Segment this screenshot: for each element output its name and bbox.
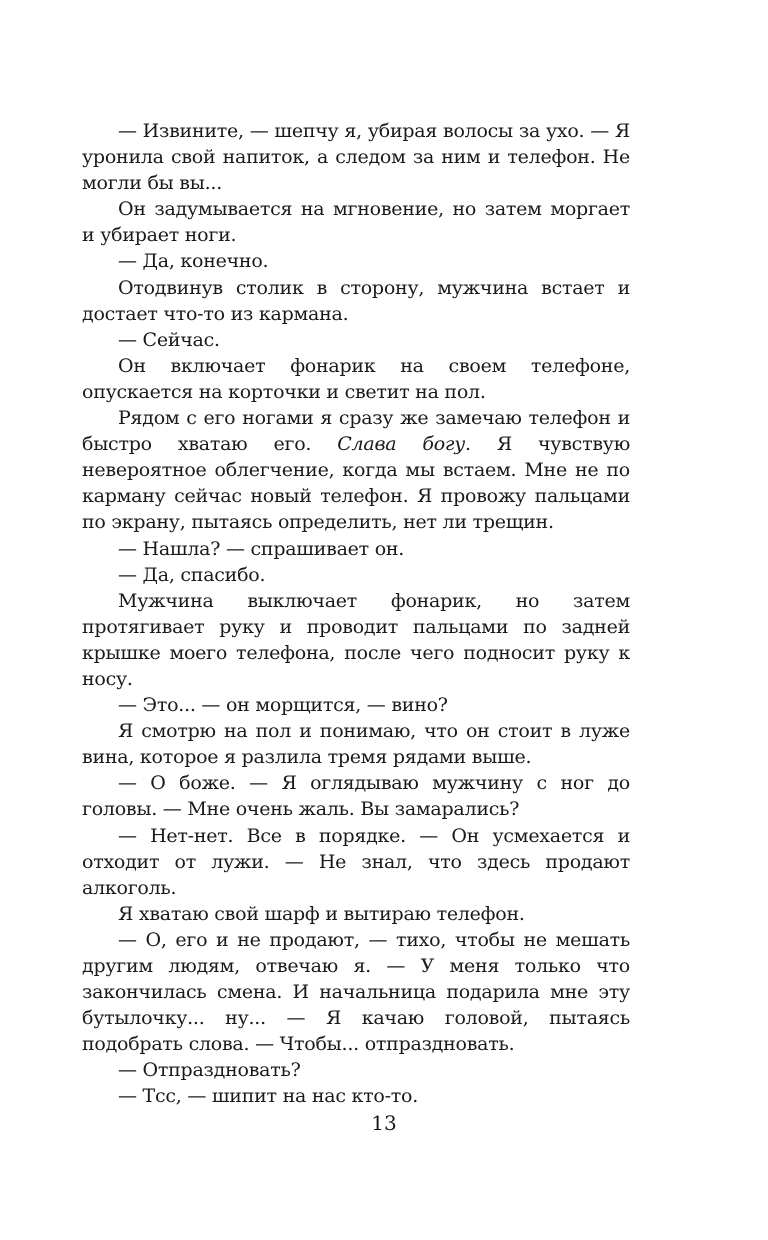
paragraph-3: — Да, конечно. <box>118 250 269 273</box>
page-number: 13 <box>371 1111 397 1135</box>
italic-phrase: Слава богу. <box>337 433 471 456</box>
paragraph-5: — Сейчас. <box>118 328 220 351</box>
paragraph-18: — Тсс, — шипит на нас кто-то. <box>118 1085 419 1108</box>
paragraph-2: Он задумывается на мгновение, но затем моргает и убирает ноги. <box>82 198 630 247</box>
paragraph-12: Я смотрю на пол и понимаю, что он стоит в луже вина, которое я разлила тремя рядами выше. <box>82 720 630 769</box>
paragraph-8: — Нашла? — спрашивает он. <box>118 537 405 560</box>
paragraph-4: Отодвинув столик в сторону, мужчина встает и достает что-то из кармана. <box>82 276 630 325</box>
paragraph-10: Мужчина выключает фонарик, но затем протягивает руку и проводит пальцами по задней крышке моего телефона, после чего подносит руку к носу. <box>82 589 630 690</box>
paragraph-7 <box>82 405 630 535</box>
page-text <box>82 118 630 1110</box>
paragraph-9: — Да, спасибо. <box>118 563 266 586</box>
paragraph-1: — Извините, — шепчу я, убирая волосы за ухо. — Я уронила свой напиток, а следом за ним и телефон. Не могли бы вы... <box>82 120 630 195</box>
paragraph-15: Я хватаю свой шарф и вытираю телефон. <box>118 902 525 925</box>
paragraph-16: — О, его и не продают, — тихо, чтобы не мешать другим людям, отвечаю я. — У меня только что закончилась смена. И начальница подарила мне эту бутылочку... ну... — Я качаю головой, пытаясь подобрать слова. — Чтобы... отпраздновать. <box>82 928 630 1056</box>
paragraph-14: — Нет-нет. Все в порядке. — Он усмехается и отходит от лужи. — Не знал, что здесь продают алкоголь. <box>82 824 630 899</box>
paragraph-7-text: Рядом с его ногами я сразу же замечаю телефон и быстро хватаю его. Слава богу. Я чувствую невероятное облегчение, когда мы встаем. Мне не по карману сейчас новый телефон. Я провожу пальцами по экрану, пытаясь определить, нет ли трещин. <box>82 407 631 534</box>
paragraph-11: — Это... — он морщится, — вино? <box>118 694 448 717</box>
paragraph-13: — О боже. — Я оглядываю мужчину с ног до головы. — Мне очень жаль. Вы замарались? <box>82 772 630 821</box>
paragraph-6: Он включает фонарик на своем телефоне, опускается на корточки и светит на пол. <box>82 354 630 403</box>
paragraph-17: — Отпраздновать? <box>118 1059 301 1082</box>
